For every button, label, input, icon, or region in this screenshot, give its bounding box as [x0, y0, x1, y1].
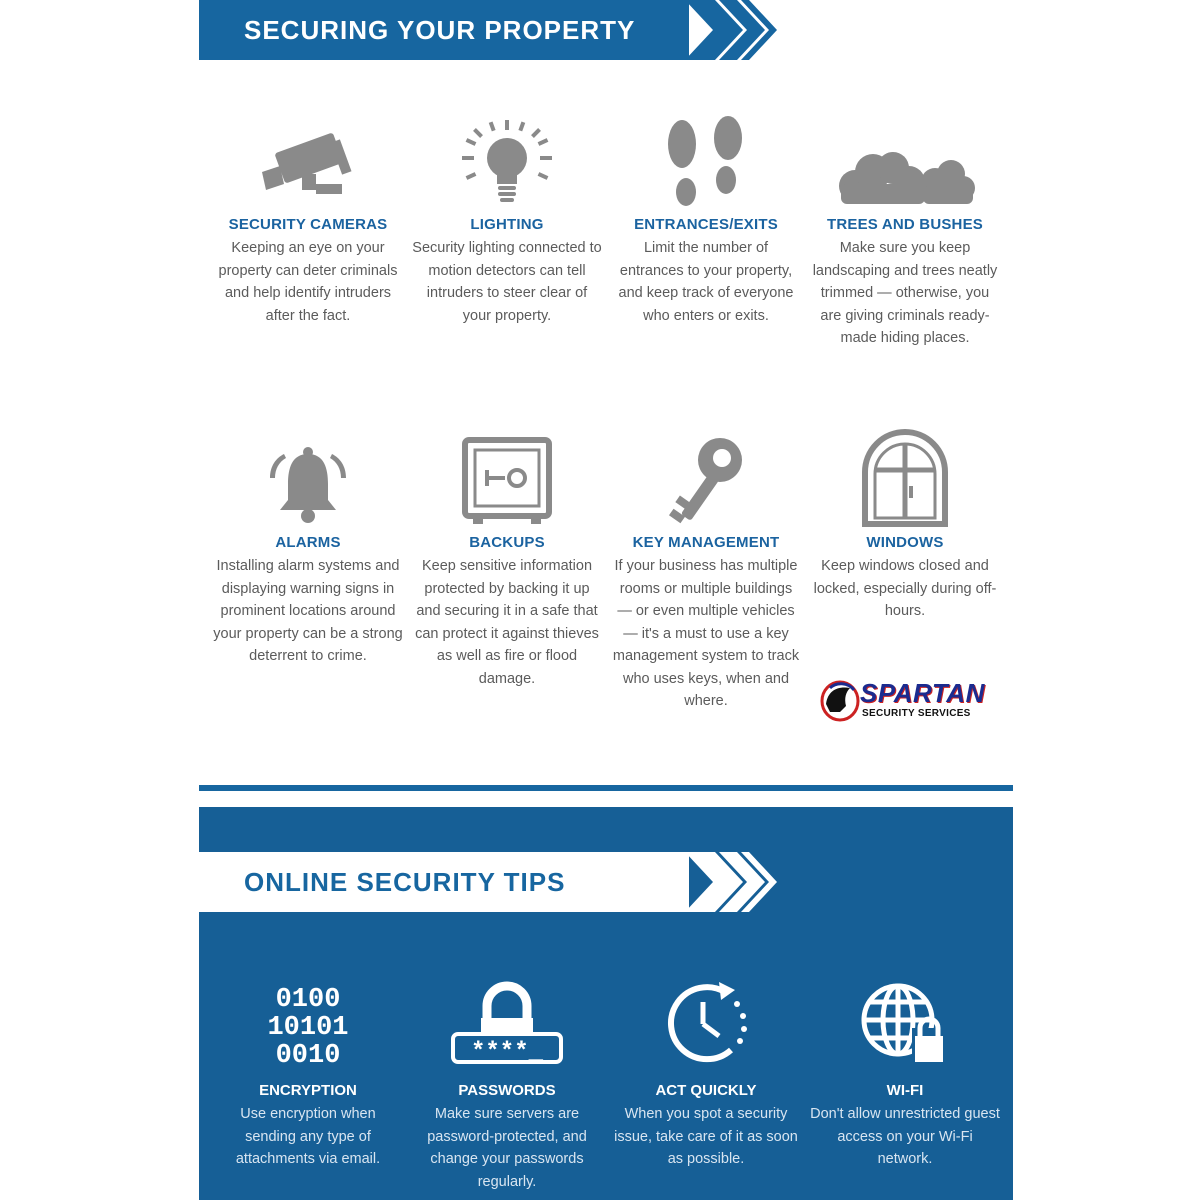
security-camera-icon: [213, 100, 403, 210]
globe-lock-icon: [810, 976, 1000, 1066]
logo-wordmark: SPARTAN: [860, 678, 985, 708]
footprints-icon: [611, 100, 801, 210]
window-icon: [810, 418, 1000, 528]
light-bulb-icon: [412, 100, 602, 210]
online-item-title: ACT QUICKLY: [655, 1082, 757, 1099]
alarm-bell-icon: [213, 418, 403, 528]
item-title: LIGHTING: [470, 216, 544, 233]
binary-line: 0010: [275, 1041, 341, 1066]
online-item-text: When you spot a security issue, take care of it as soon as possible.: [614, 1106, 798, 1167]
item-text: Keeping an eye on your property can deter criminals and help identify intruders after the fact.: [218, 240, 398, 324]
item-text: If your business has multiple rooms or multiple buildings — or even multiple vehicles — it's a must to use a key management system to track who uses keys, when and where.: [612, 558, 800, 709]
online-item-text: Don't allow unrestricted guest access on your Wi-Fi network.: [810, 1106, 1000, 1167]
online-item-passwords: [412, 976, 602, 1193]
binary-line: 0100: [275, 985, 341, 1015]
item-text: Keep windows closed and locked, especially during off-hours.: [813, 558, 997, 619]
binary-line: 10101: [267, 1013, 349, 1043]
item-entrances-exits: [611, 100, 801, 327]
online-item-encryption: [213, 976, 403, 1171]
item-alarms: [213, 418, 403, 668]
item-text: Make sure you keep landscaping and trees neatly trimmed — otherwise, you are giving criminals ready-made hiding places.: [812, 240, 998, 346]
item-title: TREES AND BUSHES: [827, 216, 983, 233]
clock-icon: [611, 976, 801, 1066]
item-text: Keep sensitive information protected by backing it up and securing it in a safe that can protect it against thieves as well as fire or flood damage.: [415, 558, 599, 687]
password-lock-icon: [412, 976, 602, 1066]
item-title: SECURITY CAMERAS: [228, 216, 388, 233]
item-windows: [810, 418, 1000, 623]
item-trees-bushes: [810, 100, 1000, 350]
key-icon: [611, 418, 801, 528]
item-text: Installing alarm systems and displaying warning signs in prominent locations around your property can be a strong deterrent to crime.: [213, 558, 403, 664]
item-lighting: [412, 100, 602, 327]
safe-icon: [412, 418, 602, 528]
online-item-act-quickly: [611, 976, 801, 1171]
item-title: ALARMS: [275, 534, 341, 551]
chevrons-icon: [685, 852, 777, 912]
online-item-title: WI-FI: [886, 1082, 924, 1099]
online-item-wifi: [810, 976, 1000, 1171]
item-title: KEY MANAGEMENT: [632, 534, 780, 551]
spartan-helmet-icon: [820, 680, 860, 722]
online-banner-title: ONLINE SECURITY TIPS: [244, 866, 566, 897]
item-title: WINDOWS: [866, 534, 944, 551]
item-title: ENTRANCES/EXITS: [634, 216, 778, 233]
password-mask: ****_: [470, 1039, 544, 1066]
online-item-text: Make sure servers are password-protected, and change your passwords regularly.: [427, 1106, 587, 1190]
binary-icon: [213, 976, 403, 1066]
bushes-icon: [810, 100, 1000, 210]
item-text: Limit the number of entrances to your property, and keep track of everyone who enters or exits.: [618, 240, 794, 324]
spartan-logo: [820, 678, 985, 724]
logo-subtitle: SECURITY SERVICES: [862, 708, 971, 719]
item-title: BACKUPS: [469, 534, 545, 551]
item-backups: [412, 418, 602, 690]
online-item-title: PASSWORDS: [458, 1082, 556, 1099]
chevrons-icon: [685, 0, 777, 60]
item-text: Security lighting connected to motion detectors can tell intruders to steer clear of your property.: [412, 240, 602, 324]
online-item-text: Use encryption when sending any type of attachments via email.: [235, 1106, 381, 1167]
property-banner-title: SECURING YOUR PROPERTY: [244, 14, 636, 45]
section-divider: [199, 785, 1013, 791]
item-key-management: [611, 418, 801, 713]
online-item-title: ENCRYPTION: [259, 1082, 357, 1099]
item-security-cameras: [213, 100, 403, 327]
